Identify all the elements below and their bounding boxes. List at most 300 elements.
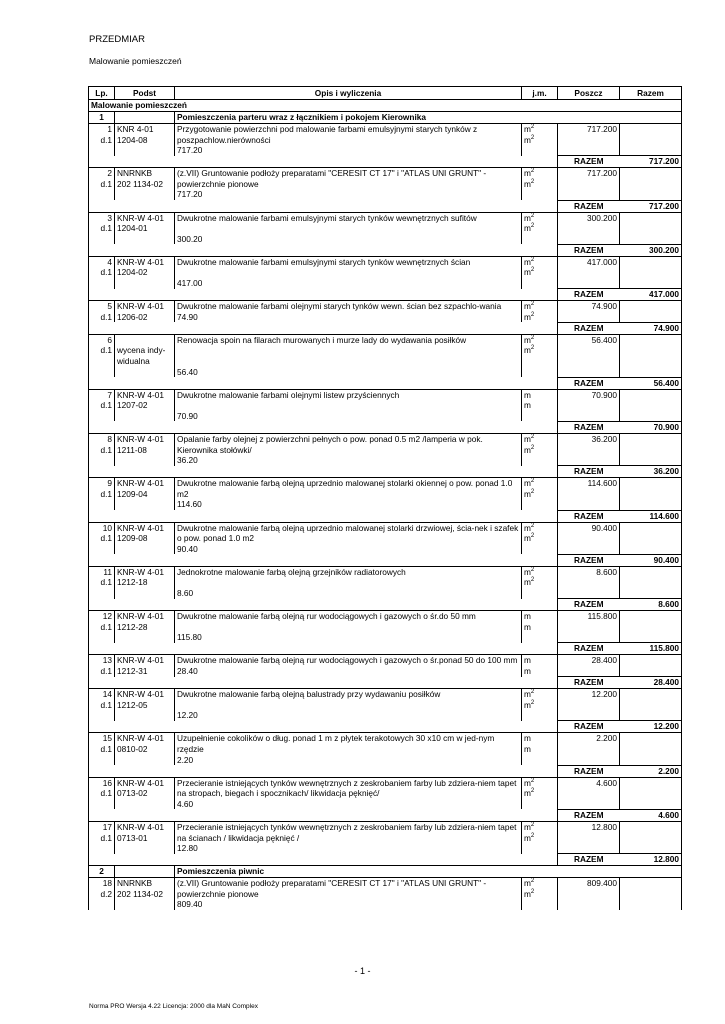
item-number: 5	[107, 301, 112, 312]
table-row	[89, 777, 682, 809]
group-title: Pomieszczenia parteru wraz z łącznikiem i pokojem Kierownika	[175, 112, 682, 124]
item-desc-text: Przecieranie istniejących tynków wewnętrznych z zeskrobaniem farby lub zdziera-niem tapet na stropach, biegach i spocznikach/ likwidacja pęknięć/	[177, 777, 517, 799]
item-unit	[522, 433, 558, 465]
razem-label: RAZEM	[558, 599, 620, 611]
item-podst	[115, 301, 175, 323]
item-poszcz-value: 8.600	[596, 566, 617, 577]
razem-row	[89, 510, 682, 522]
item-lp	[89, 433, 115, 465]
razem-value: 717.200	[620, 156, 682, 168]
item-lp	[89, 655, 115, 677]
item-poszcz-value: 90.400	[591, 522, 617, 533]
razem-value: 300.200	[620, 244, 682, 256]
razem-value: 90.400	[620, 554, 682, 566]
item-poszcz-value: 12.200	[591, 689, 617, 700]
group-header-row	[89, 866, 682, 878]
razem-row	[89, 377, 682, 389]
table-row	[89, 522, 682, 554]
table-row	[89, 433, 682, 465]
item-podst-line: 1204-08	[117, 134, 148, 145]
razem-value: 4.600	[620, 809, 682, 821]
section-title: Malowanie pomieszczeń	[89, 100, 682, 112]
item-unit-top: m	[524, 655, 531, 666]
group-number: 2	[89, 866, 115, 878]
item-poszcz	[558, 433, 620, 465]
item-poszcz	[558, 168, 620, 200]
item-description	[175, 821, 522, 853]
razem-row	[89, 554, 682, 566]
item-desc-text: Uzupełnienie cokolików o dług. ponad 1 m z płytek terakotowych 30 x10 cm w jed-nym rzędzie	[177, 733, 495, 754]
item-desc-text: Dwukrotne malowanie farbą olejną balustrady przy wydawaniu posiłków	[177, 689, 441, 700]
razem-value: 36.200	[620, 466, 682, 478]
item-number: 18	[102, 878, 112, 889]
item-lp	[89, 256, 115, 288]
razem-row	[89, 466, 682, 478]
razem-spacer	[89, 599, 558, 611]
item-quantity: 28.40	[177, 665, 198, 676]
item-description	[175, 566, 522, 598]
item-dept: d.1	[100, 488, 112, 499]
item-unit	[522, 212, 558, 244]
item-quantity: 56.40	[177, 366, 198, 377]
razem-label: RAZEM	[558, 156, 620, 168]
item-podst-line: KNR-W 4-01	[117, 522, 165, 533]
item-lp	[89, 878, 115, 910]
item-number: 16	[102, 777, 112, 788]
group-spacer	[115, 112, 175, 124]
item-razem-cell	[620, 821, 682, 853]
item-razem-cell	[620, 256, 682, 288]
item-poszcz	[558, 478, 620, 510]
table-row	[89, 168, 682, 200]
item-poszcz-value: 4.600	[596, 777, 617, 788]
item-unit	[522, 389, 558, 421]
item-desc-text: Jednokrotne malowanie farbą olejną grzejników radiatorowych	[177, 566, 406, 577]
razem-label: RAZEM	[558, 554, 620, 566]
table-row	[89, 566, 682, 598]
item-lp	[89, 168, 115, 200]
document-title: PRZEDMIAR	[89, 34, 145, 45]
column-header-poszcz: Poszcz	[558, 87, 620, 100]
razem-value: 8.600	[620, 599, 682, 611]
item-podst-line: widualna	[117, 356, 150, 366]
razem-label: RAZEM	[558, 322, 620, 334]
item-poszcz-value: 114.600	[587, 478, 617, 489]
item-razem-cell	[620, 777, 682, 809]
item-number: 17	[102, 821, 112, 832]
razem-label: RAZEM	[558, 510, 620, 522]
item-quantity: 8.60	[177, 588, 194, 598]
estimate-table	[88, 86, 682, 910]
item-unit-bottom: $m^2$	[524, 699, 535, 710]
item-lp	[89, 301, 115, 323]
item-quantity: 4.60	[177, 798, 194, 809]
item-unit-top: m	[524, 611, 531, 622]
table-row	[89, 655, 682, 677]
razem-label: RAZEM	[558, 643, 620, 655]
item-quantity: 90.40	[177, 543, 198, 554]
license-footer: Norma PRO Wersja 4.22 Licencja: 2000 dla MaN Complex	[89, 1003, 258, 1010]
item-poszcz-value: 56.400	[591, 334, 617, 345]
razem-spacer	[89, 244, 558, 256]
item-unit-bottom: $m^2$	[524, 223, 535, 234]
item-desc-text: (z.VII) Gruntowanie podłoży preparatami "CERESIT CT 17" i "ATLAS UNI GRUNT" - powierzchnie pionowe	[177, 168, 487, 189]
item-unit-top: $m^2$	[524, 522, 535, 533]
item-lp	[89, 777, 115, 809]
group-spacer	[115, 866, 175, 878]
table-row	[89, 733, 682, 765]
item-podst	[115, 821, 175, 853]
razem-label: RAZEM	[558, 377, 620, 389]
item-razem-cell	[620, 212, 682, 244]
item-razem-cell	[620, 689, 682, 721]
item-poszcz	[558, 821, 620, 853]
item-poszcz	[558, 256, 620, 288]
item-poszcz	[558, 878, 620, 910]
item-desc-text: Dwukrotne malowanie farbą olejną rur wodociągowych i gazowych o śr.ponad 50 do 100 mm	[177, 655, 518, 666]
item-poszcz-value: 717.200	[587, 168, 617, 179]
table-row	[89, 611, 682, 643]
item-desc-text: Dwukrotne malowanie farbą olejną uprzednio malowanej stolarki drzwiowej, ścia-nek i szafek o pow. ponad 1.0 m2	[177, 522, 519, 544]
item-podst-line: KNR-W 4-01	[117, 733, 165, 744]
table-row	[89, 334, 682, 377]
item-lp	[89, 689, 115, 721]
item-dept: d.1	[100, 223, 112, 234]
razem-value: 114.600	[620, 510, 682, 522]
column-header-jm: j.m.	[522, 87, 558, 100]
item-podst-line: KNR-W 4-01	[117, 301, 165, 312]
razem-value: 56.400	[620, 377, 682, 389]
item-description	[175, 777, 522, 809]
item-unit-bottom: $m^2$	[524, 345, 535, 356]
item-podst	[115, 655, 175, 677]
item-unit-top: $m^2$	[524, 124, 535, 134]
item-quantity: 74.90	[177, 311, 198, 322]
item-number: 3	[107, 212, 112, 223]
item-podst	[115, 124, 175, 156]
item-unit-bottom: m	[524, 743, 531, 754]
item-podst	[115, 256, 175, 288]
item-lp	[89, 611, 115, 643]
item-dept: d.1	[100, 577, 112, 588]
item-poszcz-value: 300.200	[587, 212, 617, 223]
razem-spacer	[89, 721, 558, 733]
razem-spacer	[89, 510, 558, 522]
item-razem-cell	[620, 389, 682, 421]
item-description	[175, 389, 522, 421]
item-poszcz-value: 74.900	[591, 301, 617, 312]
item-number: 12	[102, 611, 112, 622]
item-quantity: 717.20	[177, 145, 203, 156]
item-unit	[522, 256, 558, 288]
item-lp	[89, 334, 115, 377]
razem-label: RAZEM	[558, 809, 620, 821]
item-unit	[522, 611, 558, 643]
razem-label: RAZEM	[558, 765, 620, 777]
item-description	[175, 522, 522, 554]
item-unit	[522, 124, 558, 156]
item-dept: d.1	[100, 178, 112, 189]
item-podst-line: 0713-01	[117, 832, 148, 843]
item-podst-line: wycena indy-	[117, 345, 166, 356]
item-desc-text: (z.VII) Gruntowanie podłoży preparatami "CERESIT CT 17" i "ATLAS UNI GRUNT" - powierzchnie pionowe	[177, 878, 487, 899]
item-quantity: 300.20	[177, 233, 203, 244]
item-description	[175, 433, 522, 465]
razem-value: 70.900	[620, 421, 682, 433]
razem-spacer	[89, 322, 558, 334]
item-razem-cell	[620, 655, 682, 677]
razem-row	[89, 244, 682, 256]
item-poszcz-value: 417.000	[587, 256, 617, 267]
item-podst-line: 202 1134-02	[117, 178, 163, 189]
razem-value: 417.000	[620, 289, 682, 301]
item-description	[175, 878, 522, 910]
item-quantity: 114.60	[177, 499, 202, 510]
item-unit-top: m	[524, 733, 531, 744]
item-unit	[522, 733, 558, 765]
table-row	[89, 301, 682, 323]
item-podst-line: KNR-W 4-01	[117, 655, 165, 666]
item-unit-bottom: $m^2$	[524, 134, 535, 145]
item-podst-line: NNRNKB	[117, 168, 153, 179]
razem-spacer	[89, 554, 558, 566]
column-header-opis: Opis i wyliczenia	[175, 87, 522, 100]
item-dept: d.1	[100, 788, 112, 799]
item-podst-line: 1204-01	[117, 223, 148, 234]
item-poszcz	[558, 655, 620, 677]
item-desc-text: Dwukrotne malowanie farbami olejnymi listew przyściennych	[177, 389, 400, 400]
item-dept: d.1	[100, 134, 112, 145]
item-unit	[522, 777, 558, 809]
item-podst-line: KNR-W 4-01	[117, 611, 165, 622]
item-poszcz	[558, 522, 620, 554]
razem-row	[89, 765, 682, 777]
item-podst-line: 1209-04	[117, 488, 148, 499]
item-podst-line: KNR-W 4-01	[117, 821, 165, 832]
item-unit-bottom: m	[524, 400, 531, 411]
item-unit-bottom: $m^2$	[524, 577, 535, 588]
item-podst-line	[117, 335, 172, 346]
razem-spacer	[89, 765, 558, 777]
item-quantity: 115.80	[177, 632, 202, 643]
item-unit-bottom: m	[524, 665, 531, 676]
item-number: 11	[103, 566, 112, 577]
item-unit-bottom: $m^2$	[524, 488, 535, 499]
razem-row	[89, 421, 682, 433]
item-unit-top: $m^2$	[524, 433, 535, 444]
item-unit-top: $m^2$	[524, 777, 535, 788]
item-podst-line: 0810-02	[117, 743, 148, 754]
item-unit-top: $m^2$	[524, 478, 535, 489]
razem-value: 12.200	[620, 721, 682, 733]
item-poszcz-value: 2.200	[596, 733, 617, 744]
table-row	[89, 389, 682, 421]
razem-value: 115.800	[620, 643, 682, 655]
item-razem-cell	[620, 733, 682, 765]
item-number: 7	[107, 389, 112, 400]
item-description	[175, 124, 522, 156]
item-lp	[89, 522, 115, 554]
item-desc-text: Renowacja spoin na filarach murowanych i murze lady do wydawania posiłków	[177, 334, 467, 345]
item-razem-cell	[620, 611, 682, 643]
razem-row	[89, 156, 682, 168]
table-row	[89, 256, 682, 288]
item-podst-line: 1212-05	[117, 699, 148, 710]
item-dept: d.1	[100, 832, 112, 843]
item-podst-line: KNR-W 4-01	[117, 777, 165, 788]
table-row	[89, 124, 682, 156]
item-podst-line: 1212-31	[117, 665, 148, 676]
table-header-row	[89, 87, 682, 100]
section-row	[89, 100, 682, 112]
item-unit	[522, 655, 558, 677]
razem-spacer	[89, 466, 558, 478]
razem-label: RAZEM	[558, 421, 620, 433]
item-description	[175, 168, 522, 200]
razem-value: 74.900	[620, 322, 682, 334]
item-poszcz	[558, 566, 620, 598]
item-poszcz-value: 28.400	[591, 655, 617, 666]
item-poszcz	[558, 777, 620, 809]
item-unit-bottom: m	[524, 621, 531, 632]
item-lp	[89, 389, 115, 421]
item-unit-bottom: $m^2$	[524, 533, 535, 544]
item-podst-line: KNR-W 4-01	[117, 389, 165, 400]
item-description	[175, 301, 522, 323]
item-podst	[115, 334, 175, 377]
item-number: 14	[102, 689, 112, 700]
item-desc-text: Przygotowanie powierzchni pod malowanie farbami emulsyjnymi starych tynków z poszpachlow.nierówności	[177, 124, 478, 145]
item-razem-cell	[620, 878, 682, 910]
item-desc-text: Dwukrotne malowanie farbami emulsyjnymi starych tynków wewnętrznych ścian	[177, 256, 471, 267]
item-unit-top: $m^2$	[524, 301, 535, 312]
razem-spacer	[89, 377, 558, 389]
item-podst-line: 1207-02	[117, 400, 148, 411]
item-razem-cell	[620, 522, 682, 554]
item-unit	[522, 168, 558, 200]
group-number: 1	[89, 112, 115, 124]
item-description	[175, 689, 522, 721]
item-unit-top: $m^2$	[524, 878, 535, 889]
item-podst	[115, 611, 175, 643]
item-lp	[89, 212, 115, 244]
item-unit	[522, 689, 558, 721]
razem-value: 28.400	[620, 677, 682, 689]
item-poszcz	[558, 334, 620, 377]
item-quantity: 809.40	[177, 899, 203, 910]
item-podst	[115, 212, 175, 244]
item-description	[175, 256, 522, 288]
item-unit	[522, 878, 558, 910]
razem-label: RAZEM	[558, 200, 620, 212]
item-poszcz-value: 36.200	[591, 433, 617, 444]
item-dept: d.1	[100, 345, 112, 356]
item-dept: d.1	[100, 699, 112, 710]
item-unit-top: m	[524, 389, 531, 400]
item-podst	[115, 389, 175, 421]
item-podst-line: 1206-02	[117, 311, 148, 322]
item-podst-line: KNR-W 4-01	[117, 566, 165, 577]
item-unit	[522, 478, 558, 510]
razem-row	[89, 721, 682, 733]
item-quantity: 70.90	[177, 410, 198, 421]
item-razem-cell	[620, 168, 682, 200]
item-unit-top: $m^2$	[524, 566, 535, 577]
item-unit	[522, 522, 558, 554]
item-unit-bottom: $m^2$	[524, 311, 535, 322]
item-description	[175, 334, 522, 377]
item-lp	[89, 124, 115, 156]
razem-spacer	[89, 421, 558, 433]
item-podst	[115, 433, 175, 465]
table-row	[89, 478, 682, 510]
item-description	[175, 478, 522, 510]
item-poszcz	[558, 124, 620, 156]
item-description	[175, 655, 522, 677]
table-row	[89, 212, 682, 244]
razem-spacer	[89, 854, 558, 866]
table-body	[89, 100, 682, 910]
item-razem-cell	[620, 301, 682, 323]
item-lp	[89, 733, 115, 765]
item-razem-cell	[620, 433, 682, 465]
razem-label: RAZEM	[558, 289, 620, 301]
item-razem-cell	[620, 124, 682, 156]
item-podst	[115, 478, 175, 510]
item-quantity: 2.20	[177, 754, 194, 765]
item-podst-line: KNR-W 4-01	[117, 256, 165, 267]
item-poszcz	[558, 733, 620, 765]
table-row	[89, 878, 682, 910]
item-desc-text: Dwukrotne malowanie farbą olejną uprzednio malowanej stolarki okiennej o pow. ponad 1.0 m2	[177, 478, 513, 499]
item-poszcz	[558, 212, 620, 244]
item-podst-line: KNR-W 4-01	[117, 433, 165, 444]
item-podst-line: 1211-08	[117, 444, 147, 455]
item-quantity: 12.20	[177, 710, 198, 721]
item-quantity: 36.20	[177, 455, 198, 466]
item-unit	[522, 301, 558, 323]
item-desc-text: Przecieranie istniejących tynków wewnętrznych z zeskrobaniem farby lub zdziera-niem tapet na ścianach / likwidacja pęknięć /	[177, 821, 517, 843]
item-poszcz-value: 12.800	[591, 821, 617, 832]
item-podst-line: 1209-08	[117, 533, 148, 544]
razem-value: 12.800	[620, 854, 682, 866]
razem-row	[89, 643, 682, 655]
item-podst-line: KNR 4-01	[117, 124, 154, 134]
item-dept: d.1	[100, 533, 112, 544]
item-unit-bottom: $m^2$	[524, 267, 535, 278]
item-unit-top: $m^2$	[524, 821, 535, 832]
item-razem-cell	[620, 566, 682, 598]
item-podst-line: 0713-02	[117, 788, 148, 799]
razem-spacer	[89, 677, 558, 689]
item-dept: d.1	[100, 267, 112, 278]
item-unit	[522, 821, 558, 853]
razem-label: RAZEM	[558, 721, 620, 733]
item-podst-line: 1204-02	[117, 267, 148, 278]
item-desc-text: Dwukrotne malowanie farbą olejną rur wodociągowych i gazowych o śr.do 50 mm	[177, 611, 476, 622]
item-razem-cell	[620, 334, 682, 377]
item-unit	[522, 334, 558, 377]
item-unit-top: $m^2$	[524, 168, 535, 179]
razem-label: RAZEM	[558, 466, 620, 478]
item-description	[175, 212, 522, 244]
item-lp	[89, 821, 115, 853]
item-dept: d.1	[100, 444, 112, 455]
item-poszcz	[558, 611, 620, 643]
item-unit-bottom: $m^2$	[524, 832, 535, 843]
item-description	[175, 611, 522, 643]
item-number: 2	[107, 168, 112, 179]
